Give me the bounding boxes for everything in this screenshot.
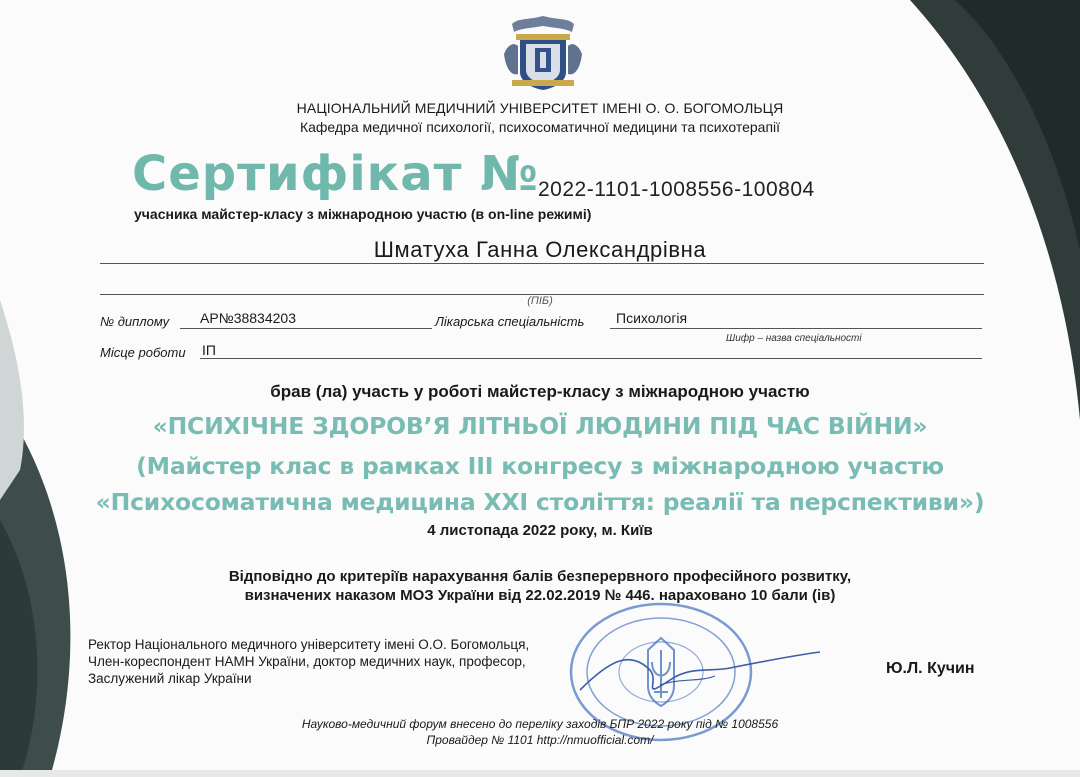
event-title: «ПСИХІЧНЕ ЗДОРОВ’Я ЛІТНЬОЇ ЛЮДИНИ ПІД ЧАС ВІЙНИ» xyxy=(152,412,928,440)
university-crest-icon xyxy=(498,14,588,92)
signatory-title-1: Ректор Національного медичного університету імені О.О. Богомольця, xyxy=(88,637,530,652)
participant-name: Шматуха Ганна Олександрівна xyxy=(373,237,707,262)
footer-provider: Провайдер № 1101 http://nmuofficial.com/ xyxy=(426,733,654,747)
diploma-label: № диплому xyxy=(100,314,170,329)
diploma-underline xyxy=(180,328,432,329)
university-name: НАЦІОНАЛЬНИЙ МЕДИЧНИЙ УНІВЕРСИТЕТ ІМЕНІ О. О. БОГОМОЛЬЦЯ xyxy=(296,100,784,116)
workplace-underline xyxy=(200,358,982,359)
signatory-title-3: Заслужений лікар України xyxy=(88,671,252,686)
certificate-number: 2022-1101-1008556-100804 xyxy=(538,178,815,201)
specialty-value: Психологія xyxy=(616,310,688,326)
specialty-caption: Шифр – назва спеціальності xyxy=(726,333,862,344)
department-name: Кафедра медичної психології, психосоматичної медицини та психотерапії xyxy=(299,119,781,135)
event-intro: брав (ла) участь у роботі майстер-класу з міжнародною участю xyxy=(270,382,810,401)
event-context: (Майстер клас в рамках ІІІ конгресу з міжнародною участю xyxy=(136,452,944,480)
signatory-title-2: Член-кореспондент НАМН України, доктор медичних наук, професор, xyxy=(88,654,526,669)
signature-icon xyxy=(540,630,830,710)
certificate-subtitle: учасника майстер-класу з міжнародною участю (в on-line режимі) xyxy=(134,206,592,222)
name-caption: (ПІБ) xyxy=(527,295,553,307)
workplace-value: ІП xyxy=(202,342,216,358)
credits-line-2: визначених наказом МОЗ України від 22.02.2019 № 446. нараховано 10 бали (ів) xyxy=(244,587,836,604)
specialty-underline xyxy=(610,328,982,329)
diploma-value: АР№38834203 xyxy=(200,310,296,326)
workplace-label: Місце роботи xyxy=(100,345,186,360)
congress-title: «Психосоматична медицина ХХІ століття: реалії та перспективи») xyxy=(95,488,985,516)
specialty-label: Лікарська спеціальність xyxy=(435,314,585,329)
certificate-title: Сертифікат № xyxy=(132,146,539,202)
footer-registration: Науково-медичний форум внесено до переліку заходів БПР 2022 року під № 1008556 xyxy=(301,717,779,731)
event-date-place: 4 листопада 2022 року, м. Київ xyxy=(427,522,653,539)
name-underline xyxy=(100,263,984,264)
credits-line-1: Відповідно до критеріїв нарахування балів безперервного професійного розвитку, xyxy=(228,568,852,585)
signatory-name: Ю.Л. Кучин xyxy=(886,660,975,677)
